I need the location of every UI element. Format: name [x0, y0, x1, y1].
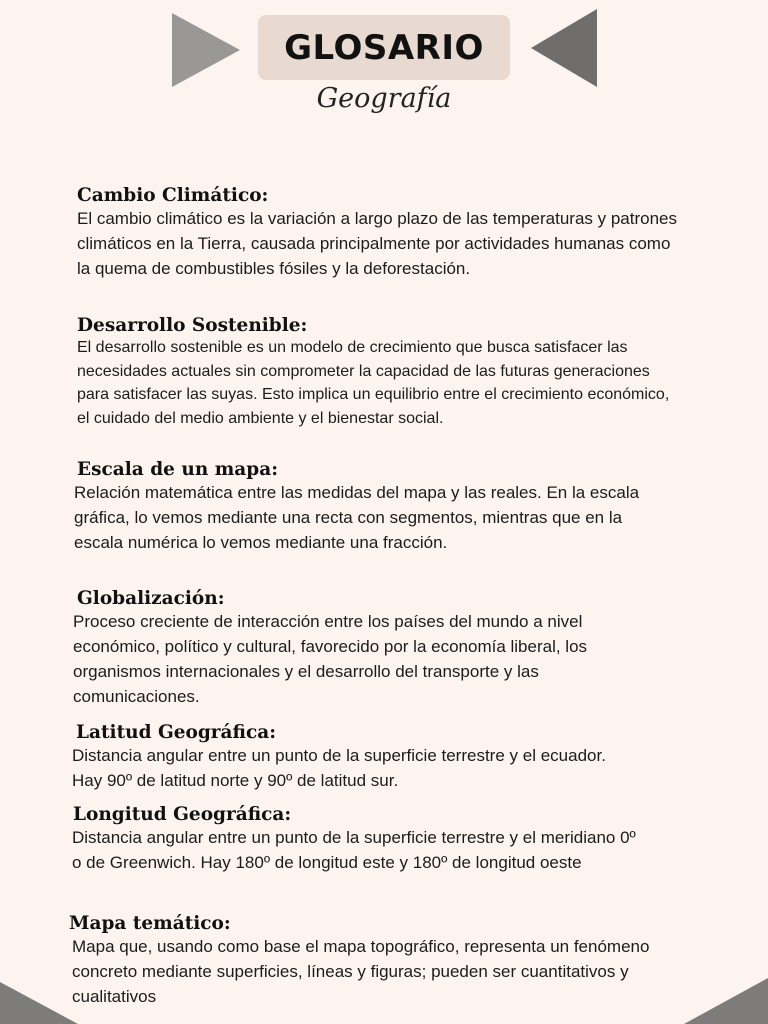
glossary-definition: Distancia angular entre un punto de la superficie terrestre y el ecuador. Hay 90º de latitud norte y 90º de latitud sur. — [72, 746, 606, 791]
page-title: GLOSARIO — [284, 27, 484, 68]
decorative-corner-bottom-right — [684, 978, 768, 1024]
glossary-entry — [77, 315, 672, 430]
glossary-entry — [70, 459, 660, 555]
glossary-definition: Distancia angular entre un punto de la superficie terrestre y el meridiano 0º o de Greenwich. Hay 180º de longitud este y 180º de longitud oeste — [72, 828, 636, 873]
glossary-entry — [77, 185, 677, 281]
glossary-term: Latitud Geográfica: — [76, 722, 277, 743]
glossary-term: Escala de un mapa: — [77, 459, 279, 480]
glossary-entry — [69, 913, 669, 1009]
glossary-term: Cambio Climático: — [77, 185, 269, 206]
decorative-triangle-right — [531, 9, 597, 87]
title-box — [258, 15, 510, 80]
glossary-entry — [69, 722, 629, 793]
page-subtitle: Geografía — [316, 83, 452, 114]
glossary-definition: Mapa que, usando como base el mapa topográfico, representa un fenómeno concreto mediante superficies, líneas y figuras; pueden ser cuantitativos y cualitativos — [72, 937, 650, 1007]
decorative-corner-bottom-left — [0, 982, 78, 1024]
glossary-term: Globalización: — [77, 588, 225, 609]
glossary-term: Desarrollo Sostenible: — [77, 315, 308, 336]
glossary-term: Mapa temático: — [69, 913, 231, 934]
glossary-definition: El cambio climático es la variación a largo plazo de las temperaturas y patrones climáticos en la Tierra, causada principalmente por actividades humanas como la quema de combustibles fósiles y la deforestación. — [77, 209, 678, 279]
glossary-definition: Proceso creciente de interacción entre los países del mundo a nivel económico, político y cultural, favorecido por la economía liberal, los organismos internacionales y el desarrollo del transporte y las comunicaciones. — [73, 612, 588, 707]
glossary-term: Longitud Geográfica: — [73, 804, 292, 825]
glossary-entry — [69, 804, 639, 875]
decorative-triangle-left — [172, 13, 240, 87]
glossary-definition: El desarrollo sostenible es un modelo de crecimiento que busca satisfacer las necesidades actuales sin comprometer la capacidad de las futuras generaciones para satisfacer las suyas. Esto implica un equilibrio entre el crecimiento económico, el cuidado del medio ambiente y el bienestar social. — [77, 339, 670, 427]
glossary-entry — [73, 588, 663, 709]
glossary-definition: Relación matemática entre las medidas del mapa y las reales. En la escala gráfica, lo vemos mediante una recta con segmentos, mientras que en la escala numérica lo vemos mediante una fracción. — [74, 483, 640, 553]
